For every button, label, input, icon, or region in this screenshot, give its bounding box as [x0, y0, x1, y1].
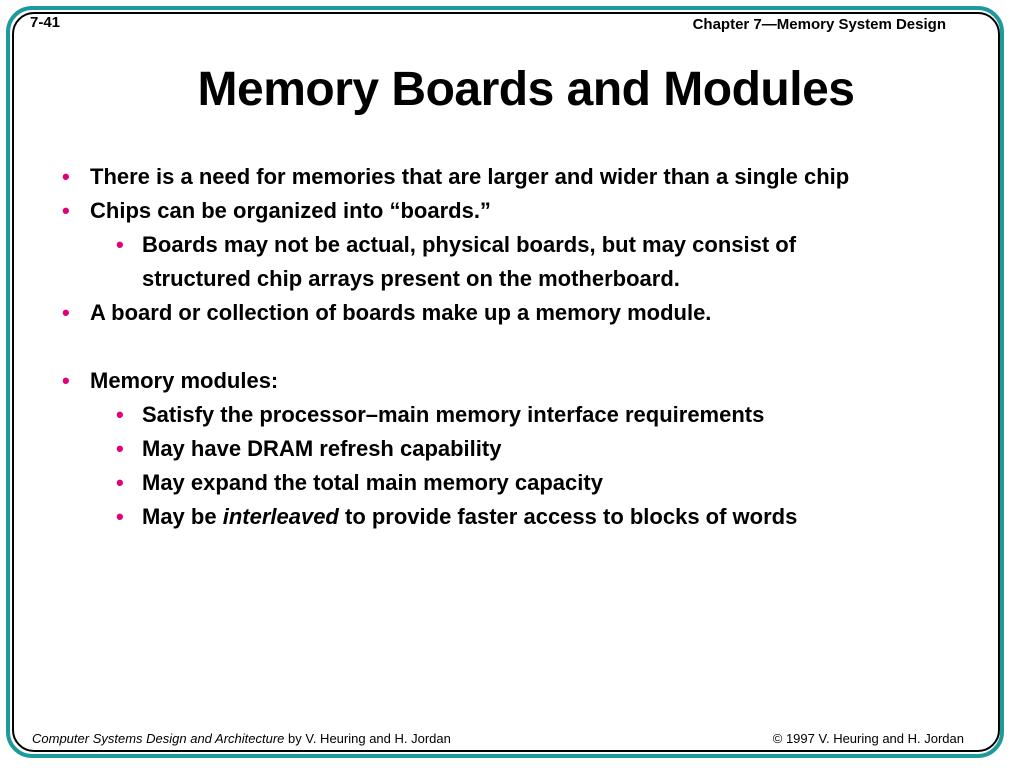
- bullet-text: structured chip arrays present on the motherboard.: [142, 266, 680, 291]
- chapter-title: Chapter 7—Memory System Design: [692, 16, 946, 33]
- sub-bullet-item: [62, 466, 992, 500]
- slide-number: 7-41: [30, 14, 61, 31]
- bullet-icon: •: [116, 504, 124, 529]
- bullet-icon: •: [62, 368, 70, 393]
- sub-bullet-item: [62, 228, 992, 262]
- sub-bullet-continuation: [62, 262, 992, 296]
- bullet-icon: •: [62, 164, 70, 189]
- bullet-icon: •: [62, 198, 70, 223]
- footer-copyright: © 1997 V. Heuring and H. Jordan: [772, 731, 964, 746]
- bullet-icon: •: [116, 402, 124, 427]
- bullet-text: Chips can be organized into “boards.”: [90, 198, 491, 223]
- bullet-icon: •: [116, 232, 124, 257]
- book-authors: by V. Heuring and H. Jordan: [284, 731, 451, 746]
- bullet-text: May expand the total main memory capacity: [142, 470, 603, 495]
- bullet-icon: •: [62, 300, 70, 325]
- bullet-text: A board or collection of boards make up a memory module.: [90, 300, 712, 325]
- bullet-icon: •: [116, 436, 124, 461]
- bullet-list: [62, 160, 992, 534]
- bullet-text: There is a need for memories that are larger and wider than a single chip: [90, 164, 850, 189]
- sub-bullet-item: [62, 500, 992, 534]
- sub-bullet-item: [62, 398, 992, 432]
- sub-bullet-item: [62, 432, 992, 466]
- bullet-item: [62, 160, 992, 194]
- book-title: Computer Systems Design and Architecture: [32, 731, 285, 746]
- bullet-text: May have DRAM refresh capability: [142, 436, 502, 461]
- bullet-item: [62, 296, 992, 330]
- bullet-text: Memory modules:: [90, 368, 279, 393]
- bullet-item: [62, 194, 992, 228]
- bullet-text: Boards may not be actual, physical boards, but may consist of: [142, 232, 797, 257]
- bullet-text: Satisfy the processor–main memory interface requirements: [142, 402, 765, 427]
- bullet-text-pre: May be: [142, 504, 223, 529]
- slide-title: Memory Boards and Modules: [197, 63, 855, 116]
- bullet-text-post: to provide faster access to blocks of words: [338, 504, 798, 529]
- bullet-text-emphasis: interleaved: [222, 504, 339, 529]
- bullet-icon: •: [116, 470, 124, 495]
- bullet-item: [62, 364, 992, 398]
- footer-credit: [32, 731, 451, 746]
